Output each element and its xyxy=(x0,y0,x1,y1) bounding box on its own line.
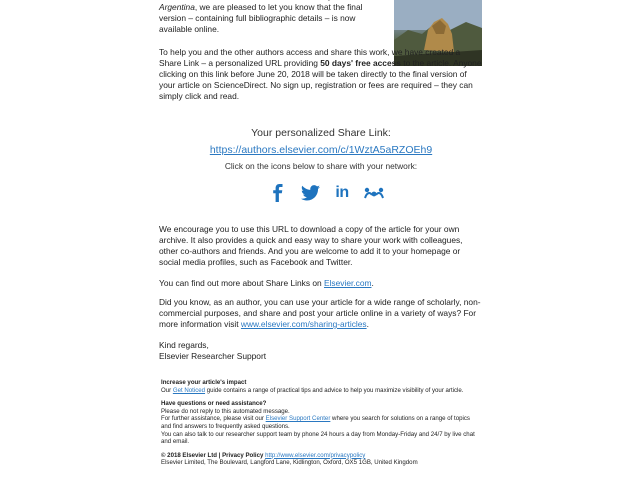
get-noticed-link[interactable]: Get Noticed xyxy=(172,386,206,394)
no-reply-text: Please do not reply to this automated message. xyxy=(161,407,290,415)
did-you-know-text: Did you know, as an author, you can use your article for a wide range of scholarly, non-commercial purposes, and share and post your article online in a variety of ways? For more information visit xyxy=(159,297,481,329)
intro-line2: version – containing full bibliographic details – is now xyxy=(159,13,356,23)
linkedin-icon[interactable] xyxy=(332,183,352,203)
intro-country: Argentina xyxy=(159,2,195,12)
sharing-articles-link[interactable]: www.elsevier.com/sharing-articles xyxy=(240,319,367,329)
share-instructions: Click on the icons below to share with your network: xyxy=(224,161,418,171)
email-footer xyxy=(161,379,481,467)
elsevier-link[interactable]: Elsevier.com xyxy=(323,278,372,288)
mendeley-icon[interactable] xyxy=(364,183,384,203)
did-you-know-paragraph xyxy=(159,297,483,330)
share-link-explanation xyxy=(159,47,483,102)
address-text: Elsevier Limited, The Boulevard, Langford Lane, Kidlington, Oxford, OX5 1GB, United Kingdom xyxy=(161,459,418,467)
impact-text-a: Our xyxy=(161,386,173,394)
impact-heading: Increase your article's impact xyxy=(161,379,247,386)
share-link-url[interactable]: https://authors.elsevier.com/c/1WztA5aRZOEh9 xyxy=(209,144,433,156)
share-link-title: Your personalized Share Link: xyxy=(251,127,391,139)
free-access-highlight: 50 days' free access xyxy=(320,58,401,68)
copyright-text: © 2018 Elsevier Ltd | Privacy Policy xyxy=(161,451,264,459)
facebook-icon[interactable] xyxy=(268,183,288,203)
phone-text: You can also talk to our researcher support team by phone 24 hours a day from Monday-Friday and 24/7 by live chat and email. xyxy=(161,430,475,446)
intro-paragraph xyxy=(159,0,387,35)
twitter-icon[interactable] xyxy=(300,183,320,203)
intro-line3: available online. xyxy=(159,24,220,34)
support-center-link[interactable]: Elsevier Support Center xyxy=(265,415,331,423)
more-info-text: You can find out more about Share Links on xyxy=(159,278,324,288)
assist-text-a: For further assistance, please visit our xyxy=(161,415,266,423)
intro-line1 xyxy=(159,0,350,1)
privacy-policy-link[interactable]: http://www.elsevier.com/privacypolicy xyxy=(265,451,366,459)
regards-text: Kind regards, xyxy=(159,340,209,350)
share-link-block xyxy=(159,127,483,158)
social-share-icons xyxy=(268,182,384,204)
intro-line1-rest: , we are pleased to let you know that the final xyxy=(194,2,363,12)
linkedin-label: in xyxy=(335,184,349,201)
impact-text-b: guide contains a range of practical tips and advice to help you maximize visibility of your article. xyxy=(205,386,464,394)
para2-text-a: To help you and the other authors access and share this work, we have created a Share Link – a personalized URL providing xyxy=(159,47,461,68)
encourage-paragraph xyxy=(159,224,483,268)
more-info-end: . xyxy=(371,278,374,288)
more-info-paragraph xyxy=(159,278,483,289)
assist-text-b: where you search for solutions on a range of topics and find answers to frequently asked questions. xyxy=(161,415,470,430)
questions-heading: Have questions or need assistance? xyxy=(161,400,267,408)
team-name: Elsevier Researcher Support xyxy=(159,351,267,361)
did-you-know-end: . xyxy=(366,319,369,329)
encourage-text: We encourage you to use this URL to download a copy of the article for your own archive. It also provides a quick and easy way to share your work with colleagues, other co-authors and friends. And you are welcome to add it to your homepage or social media profiles, such as Facebook and Twitter. xyxy=(159,224,463,267)
para2-text-b: to the article. Anyone clicking on this link before June 20, 2018 will be taken directly to the final version of your article on ScienceDirect. No sign up, registration or fees are required – they can simply click and read. xyxy=(159,58,482,101)
signoff xyxy=(159,340,483,362)
